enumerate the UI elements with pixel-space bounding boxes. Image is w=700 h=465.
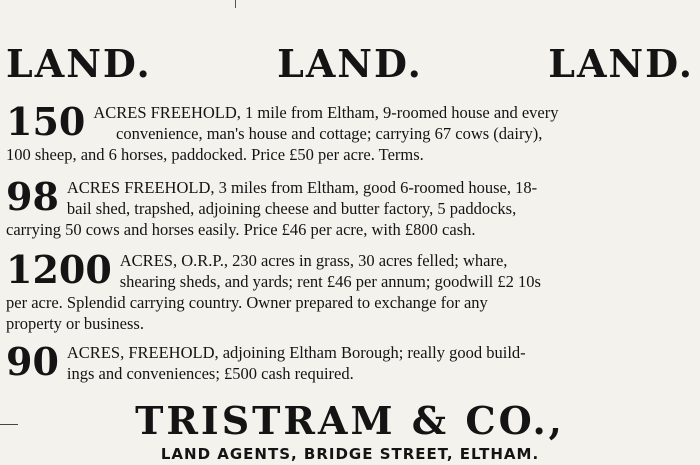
listing-line: ACRES, FREEHOLD, adjoining Eltham Borough; really good build-: [66, 343, 526, 362]
heading-land-3: LAND.: [548, 41, 694, 86]
listing-line: bail shed, trapshed, adjoining cheese and butter factory, 5 paddocks,: [66, 199, 517, 218]
listing-98-acres: [6, 174, 696, 240]
listing-line: carrying 50 cows and horses easily. Price £46 per acre, with £800 cash.: [6, 220, 476, 239]
listing-line: ACRES FREEHOLD, 3 miles from Eltham, good 6-roomed house, 18-: [66, 178, 538, 197]
listing-line: property or business.: [6, 314, 144, 333]
print-mark: [235, 0, 236, 8]
agent-address: LAND AGENTS, BRIDGE STREET, ELTHAM.: [160, 445, 540, 463]
listing-line: ACRES FREEHOLD, 1 mile from Eltham, 9-roomed house and every: [93, 103, 559, 122]
headings-row: [6, 38, 694, 90]
listing-line: shearing sheds, and yards; rent £46 per annum; goodwill £2 10s: [119, 272, 541, 291]
heading-land-2: LAND.: [277, 41, 423, 86]
listing-line: 100 sheep, and 6 horses, paddocked. Price £50 per acre. Terms.: [6, 145, 424, 164]
listing-150-acres: [6, 99, 696, 165]
agent-block: [0, 398, 700, 464]
listing-1200-acres: [6, 247, 696, 334]
listing-line: ings and conveniences; £500 cash required.: [66, 364, 354, 383]
listing-number: 150: [6, 99, 86, 144]
heading-land-1: LAND.: [6, 41, 152, 86]
listing-90-acres: [6, 339, 696, 384]
listing-number: 98: [6, 174, 59, 219]
agent-name: TRISTRAM & CO.,: [135, 398, 565, 443]
listing-line: convenience, man's house and cottage; carrying 67 cows (dairy),: [116, 124, 543, 143]
listing-line: ACRES, O.R.P., 230 acres in grass, 30 acres felled; whare,: [119, 251, 508, 270]
listing-line: per acre. Splendid carrying country. Owner prepared to exchange for any: [6, 293, 488, 312]
listing-number: 90: [6, 339, 59, 384]
listing-number: 1200: [6, 247, 112, 292]
